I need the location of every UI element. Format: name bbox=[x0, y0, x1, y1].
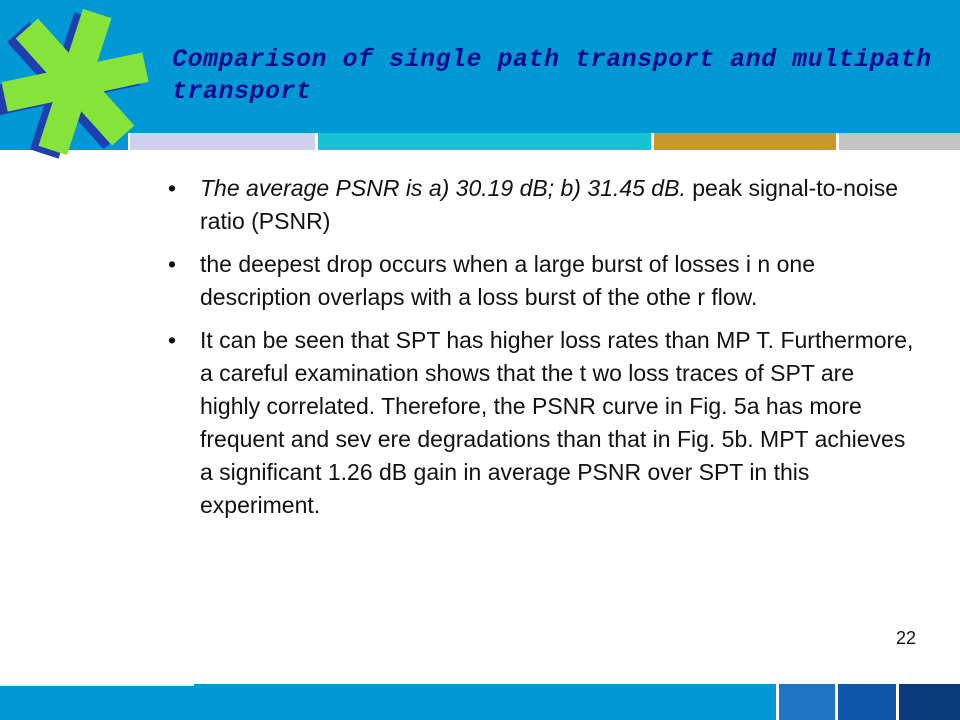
accent-strip bbox=[130, 133, 315, 150]
accent-strip bbox=[318, 133, 651, 150]
footer-block bbox=[899, 684, 960, 720]
list-item bbox=[160, 324, 920, 522]
footer-block bbox=[779, 684, 835, 720]
list-item bbox=[160, 172, 920, 238]
bullet-marker: • bbox=[168, 251, 177, 277]
footer-divider bbox=[0, 684, 194, 686]
slide-title: Comparison of single path transport and multipath transport bbox=[172, 45, 932, 106]
bullet-list bbox=[160, 172, 920, 532]
footer-block bbox=[838, 684, 896, 720]
asterisk-logo-icon bbox=[0, 0, 150, 170]
list-item bbox=[160, 248, 920, 314]
bullet-marker: • bbox=[168, 327, 177, 353]
bullet-marker: • bbox=[168, 175, 177, 201]
accent-strip bbox=[654, 133, 836, 150]
bullet-italic-text: The average PSNR is a) 30.19 dB; b) 31.45 dB. bbox=[200, 175, 686, 201]
bullet-text: the deepest drop occurs when a large burst of losses i n one description overlaps with a loss burst of the othe r flow. bbox=[200, 251, 815, 310]
bullet-text: peak signal-to-noise ratio (PSNR) bbox=[200, 175, 899, 234]
page-number: 22 bbox=[896, 628, 917, 648]
accent-strip bbox=[839, 133, 960, 150]
bullet-text: It can be seen that SPT has higher loss rates than MP T. Furthermore, a careful examination shows that the t wo loss traces of SPT are highly correlated. Therefore, the PSNR curve in Fig. 5a has more frequent and sev ere degradations than that in Fig. 5b. MPT achieves a significant 1.26 dB gain in average PSNR over SPT in this experiment. bbox=[200, 327, 914, 518]
